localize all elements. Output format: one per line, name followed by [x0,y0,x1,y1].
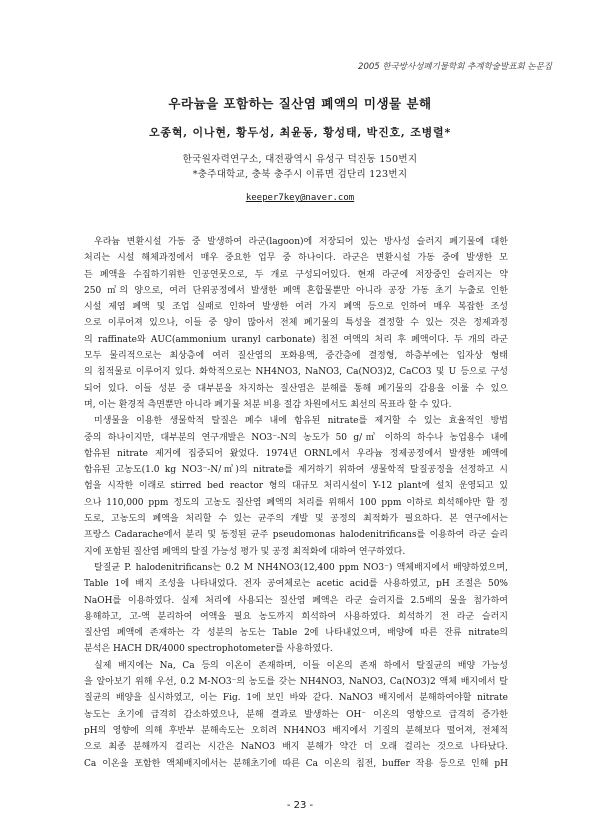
body-line: 모두 물리적으로는 최상층에 여러 질산염의 포화용액, 중간층에 결정형, 하층부에는 입자상 형태 [84,351,508,362]
affiliation-2: *충주대학교, 충북 충주시 이류면 검단리 123번지 [192,169,408,180]
paper-title: 우라늄을 포함하는 질산염 폐액의 미생물 분해 [168,96,432,111]
body-line: Table 1에 배지 조성을 나타내었다. 전자 공여체로는 acetic acid를 사용하였고, pH 조절은 50% [84,579,508,590]
body-line: 분석은 HACH DR/4000 spectrophotometer를 사용하였다. [84,644,333,655]
body-line: 프랑스 Cadarache에서 분리 및 동정된 균주 pseudomonas halodenitrificans를 이용하여 라군 슬리 [84,530,508,541]
body-line: 으로 이루어져 있으나, 이들 중 양이 많아서 전체 폐기물의 특성을 결정할 수 있는 것은 정제과정 [84,318,508,329]
author-list: 오종혁, 이나현, 황두성, 최윤동, 황성태, 박진호, 조병렬* [148,126,452,139]
body-line: 함유된 nitrate 제거에 집중되어 왔었다. 1974년 ORNL에서 우라늄 정제공정에서 발생한 폐액에 [84,448,508,459]
body-line: 실제 배지에는 Na, Ca 등의 이온이 존재하며, 이들 이온의 존재 하에서 탈질균의 배양 가능성 [94,660,508,671]
body-line: 용해하고, 고-액 분리하여 여액을 필요 농도까지 희석하여 사용하였다. 희석하기 전 라군 슬러지 [84,611,508,622]
body-line: 을 알아보기 위해 우선, 0.2 M-NO3⁻의 농도를 갖는 NH4NO3, NaNO3, Ca(NO3)2 액체 배지에서 탈 [84,677,508,688]
body-line: 250 ㎥의 양으로, 여러 단위공정에서 발생한 폐액 혼합물뿐만 아니라 공장 가동 초기 누출로 인한 [84,285,508,296]
body-line: 함유된 고농도(1.0 kg NO3⁻-N/㎥)의 nitrate를 제거하기 위하여 생물학적 탈질공정을 선정하고 시 [84,465,508,476]
body-line: 처리는 시설 해체과정에서 매우 중요한 업무 중 하나이다. 라군은 변환시설 가동 중에 발생한 모 [84,253,508,264]
body-line: 든 폐액을 수집하기위한 인공연못으로, 두 개로 구성되어있다. 현재 라군에 저장중인 슬러지는 약 [84,269,508,280]
body-line: 의 raffinate와 AUC(ammonium uranyl carbonate) 침전 여액의 처리 후 폐액이다. 두 개의 라군 [84,334,508,345]
body-line: 탈질균 P. halodenitrificans는 0.2 M NH4NO3(12,400 ppm NO3⁻) 액체배지에서 배양하였으며, [94,562,508,573]
body-line: 되어 있다. 이들 성분 중 대부분을 차지하는 질산염은 분해를 통해 폐기물의 감용을 이룰 수 있으 [84,383,508,394]
body-line: pH의 영향에 의해 후반부 분해속도는 오히려 NH4NO3 배지에서 기질의 분해보다 떨어져, 전체적 [84,725,508,736]
body-line: 험을 시작한 이래로 stirred bed reactor 형의 대규모 처리시설이 Y-12 plant에 설치 운영되고 있 [84,481,508,492]
body-text [84,234,508,772]
affiliation-1: 한국원자력연구소, 대전광역시 유성구 덕진동 150번지 [182,154,418,165]
body-line: 미생물을 이용한 생물학적 탈질은 폐수 내에 함유된 nitrate를 제거할 수 있는 효율적인 방법 [94,416,508,427]
body-line: 중의 하나이지만, 대부분의 연구개발은 NO3⁻-N의 농도가 50 g/㎥ 이하의 하수나 농업용수 내에 [84,432,508,443]
body-line: NaOH를 이용하였다. 실제 처리에 사용되는 질산염 폐액은 라군 슬러지를 2.5배의 물을 첨가하여 [84,595,508,606]
body-line: 농도는 초기에 급격히 감소하였으나, 분해 결과로 발생하는 OH⁻ 이온의 영향으로 급격히 증가한 [84,709,508,720]
body-line: Ca 이온을 포함한 액체배지에서는 분해초기에 따른 Ca 이온의 침전, buffer 작용 등으로 인해 pH [84,758,508,769]
body-line: 으나 110,000 ppm 정도의 고농도 질산염 폐액의 처리를 위해서 100 ppm 이하로 희석해야만 할 정 [84,497,508,508]
body-line: 우라늄 변환시설 가동 중 발생하여 라군(lagoon)에 저장되어 있는 방사성 슬러지 폐기물에 대한 [94,237,508,247]
body-line: 질균의 배양을 실시하였고, 이는 Fig. 1에 보인 바와 같다. NaNO3 배지에서 분해하여야할 nitrate [84,693,508,704]
body-line: 지에 포함된 질산염 폐액의 탈질 가능성 평가 및 공정 최적화에 대하여 연구하였다. [84,546,406,557]
body-line: 도로, 고농도의 폐액을 처리할 수 있는 균주의 개발 및 공정의 최적화가 필요하다. 본 연구에서는 [84,514,508,525]
page-number: - 23 - [286,800,314,811]
body-line: 으로 최종 분해까지 걸리는 시간은 NaNO3 배지 분해가 약간 더 오래 걸리는 것으로 나타났다. [84,742,508,753]
running-header: 2005 한국방사성폐기물학회 추계학술발표회 논문집 [358,62,552,72]
author-email[interactable]: keeper7key@naver.com [245,193,355,203]
body-line: 질산염 폐액에 존재하는 각 성분의 농도는 Table 2에 나타내었으며, 배양에 따른 잔류 nitrate의 [84,628,508,639]
body-line: 의 침적물로 이루어지 있다. 화학적으로는 NH4NO3, NaNO3, Ca(NO3)2, CaCO3 및 U 등으로 구성 [84,367,508,378]
body-line: 며, 이는 환경적 측면뿐만 아니라 폐기물 처분 비용 절감 차원에서도 최선의 목표라 할 수 있다. [84,399,452,410]
body-line: 시설 제염 폐액 및 조업 실패로 인하여 발생한 여러 가지 폐액 등으로 인하여 매우 복잡한 조성 [84,302,508,313]
